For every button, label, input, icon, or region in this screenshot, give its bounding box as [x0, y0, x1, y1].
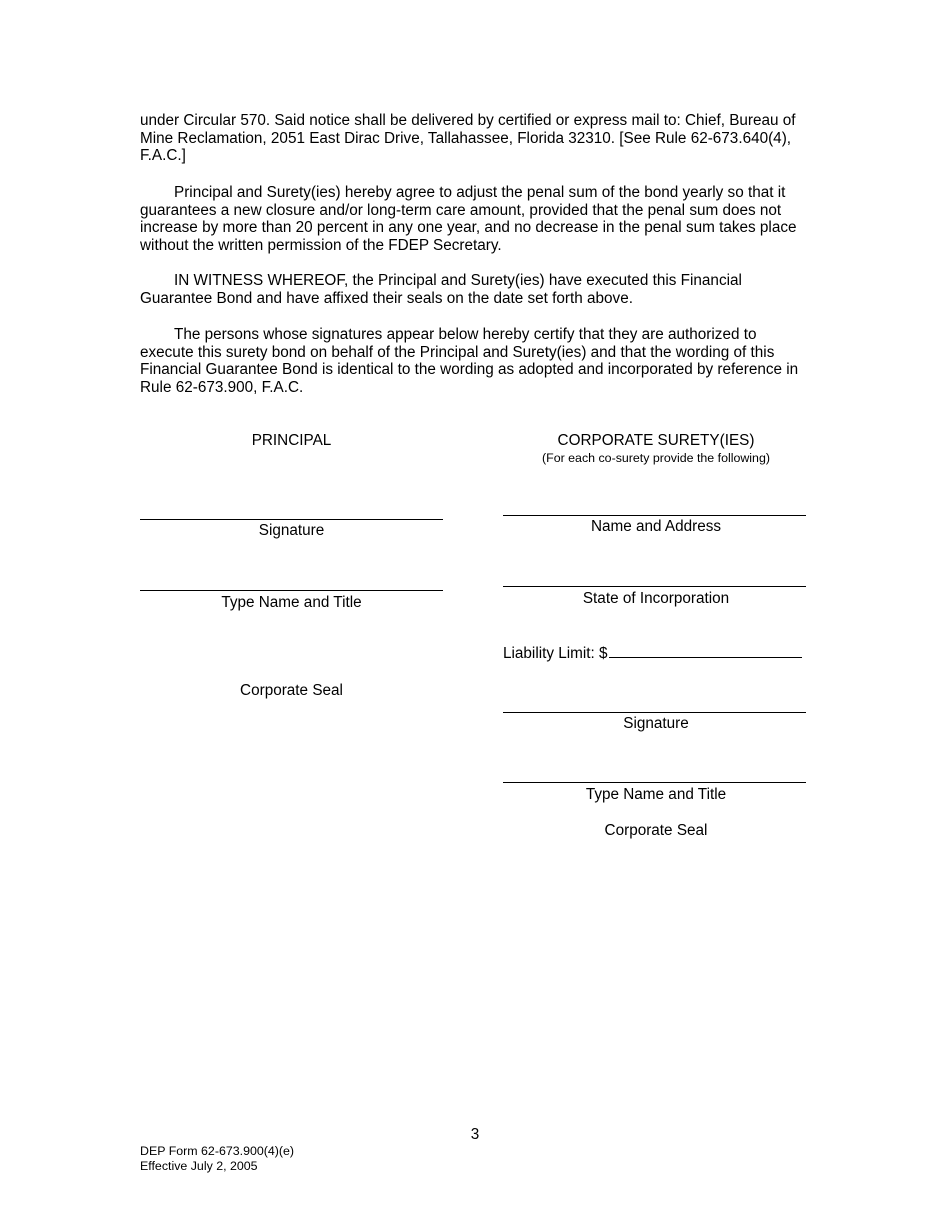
- surety-corporate-seal-label: Corporate Seal: [604, 822, 708, 839]
- surety-name-address-label: Name and Address: [590, 518, 722, 535]
- surety-name-title-label: Type Name and Title: [585, 786, 727, 803]
- surety-state-label: State of Incorporation: [582, 590, 730, 607]
- penal-sum-paragraph: Principal and Surety(ies) hereby agree to adjust the penal sum of the bond yearly so that it guarantees a new closure and/or long-term care amount, provided that the penal sum does not increase by more than 20 percent in any one year, and no decrease in the penal sum takes place without the written permission of the FDEP Secretary.: [140, 184, 797, 254]
- notice-paragraph: under Circular 570. Said notice shall be delivered by certified or express mail to: Chief, Bureau of Mine Reclamation, 2051 East Dirac Drive, Tallahassee, Florida 32310. [See Rule 62-673.640(4), F.A.C.]: [140, 112, 796, 164]
- witness-paragraph: IN WITNESS WHEREOF, the Principal and Surety(ies) have executed this Financial Guarantee Bond and have affixed their seals on the date set forth above.: [140, 272, 742, 307]
- page-number: 3: [470, 1126, 480, 1143]
- surety-name-title-line[interactable]: [503, 782, 806, 783]
- effective-date: Effective July 2, 2005: [140, 1159, 258, 1173]
- principal-name-title-line[interactable]: [140, 590, 443, 591]
- surety-subheading: (For each co-surety provide the following): [542, 451, 770, 465]
- certification-paragraph: The persons whose signatures appear below hereby certify that they are authorized to execute this surety bond on behalf of the Principal and Surety(ies) and that the wording of this Financial Guarantee Bond is identical to the wording as adopted and incorporated by reference in Rule 62-673.900, F.A.C.: [140, 326, 799, 396]
- principal-name-title-label: Type Name and Title: [221, 594, 362, 611]
- principal-heading: PRINCIPAL: [251, 432, 332, 449]
- liability-limit-label: Liability Limit: $: [503, 645, 608, 662]
- principal-corporate-seal-label: Corporate Seal: [240, 682, 343, 699]
- surety-heading: CORPORATE SURETY(IES): [557, 432, 755, 449]
- liability-limit-line[interactable]: [609, 644, 802, 658]
- surety-signature-label: Signature: [623, 715, 689, 732]
- principal-signature-line[interactable]: [140, 519, 443, 520]
- surety-state-line[interactable]: [503, 586, 806, 587]
- surety-signature-line[interactable]: [503, 712, 806, 713]
- principal-signature-label: Signature: [258, 522, 325, 539]
- form-id: DEP Form 62-673.900(4)(e): [140, 1144, 295, 1158]
- surety-name-address-line[interactable]: [503, 515, 806, 516]
- liability-limit-field: [503, 644, 802, 663]
